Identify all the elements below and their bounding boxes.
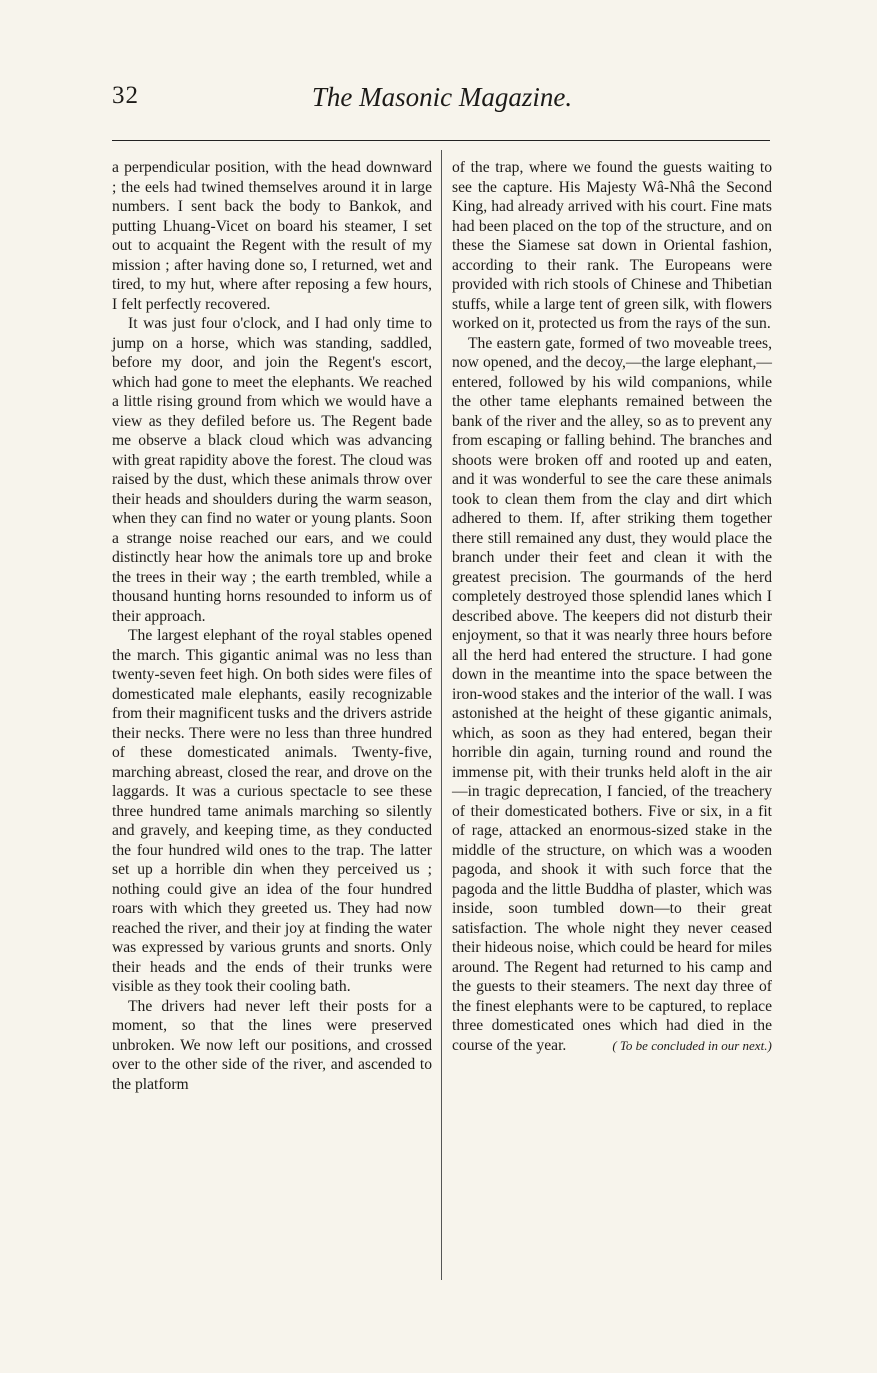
paragraph: a perpendicular position, with the head downward ; the eels had twined themselves around it in large numbers. I sent back the body to Bankok, and putting Lhuang-Vicet on board his steamer, I set out to acquaint the Regent with the result of my mission ; after having done so, I returned, wet and tired, to my hut, where after reposing a few hours, I felt perfectly recovered. (112, 159, 432, 313)
column-divider (441, 150, 442, 1280)
page-number: 32 (112, 82, 139, 109)
continuation-note: ( To be concluded in our next.) (612, 1037, 772, 1053)
running-title: The Masonic Magazine. (311, 82, 573, 112)
paragraph: It was just four o'clock, and I had only time to jump on a horse, which was standing, saddled, before my door, and join the Regent's escort, which had gone to meet the elephants. We reached a little rising ground from which we would have a view as they defiled before us. The Regent bade me observe a black cloud which was advancing with great rapidity above the forest. The cloud was raised by the dust, which these animals throw over their heads and shoulders during the warm season, when they can find no water or young plants. Soon a strange noise reached our ears, and we could distinctly hear how the animals tore up and broke the trees in their way ; the earth trembled, while a thousand hunting horns resounded to inform us of their approach. (112, 315, 432, 625)
paragraph: of the trap, where we found the guests waiting to see the capture. His Majesty Wâ-Nhâ the Second King, had already arrived with his court. Fine mats had been placed on the top of the structure, and on these the Siamese sat down in Oriental fashion, according to their rank. The Europeans were provided with rich stools of Chinese and Thibetian stuffs, while a large tent of green silk, with flowers worked on it, protected us from the rays of the sun. (452, 159, 772, 332)
paragraph: The largest elephant of the royal stables opened the march. This gigantic animal was no less than twenty-seven feet high. On both sides were files of domesticated male elephants, easily recognizable from their magnificent tusks and the drivers astride their necks. There were no less than three hundred of these domesticated animals. Twenty-five, marching abreast, closed the rear, and drove on the laggards. It was a curious spectacle to see these three hundred tame animals marching so silently and gravely, and keeping time, as they conducted the four hundred wild ones to the trap. The latter set up a horrible din when they perceived us ; nothing could give an idea of the four hundred roars with which they greeted us. They had now reached the river, and their joy at finding the water was expressed by various grunts and snorts. Only their heads and the ends of their trunks were visible as they took their cooling bath. (112, 627, 432, 995)
paragraph-with-note (452, 334, 772, 1056)
paragraph-text: The eastern gate, formed of two moveable trees, now opened, and the decoy,—the large elephant,—entered, followed by his wild companions, while the other tame elephants remained between the bank of the river and the alley, so as to prevent any from escaping or falling behind. The branches and shoots were broken off and rooted up and eaten, and it was wonderful to see the care these animals took to clean them from the clay and dirt which adhered to them. If, after striking them together there still remained any dust, they would place the branch under their feet and clean it with the greatest precision. The gourmands of the herd completely destroyed those splendid lanes which I described above. The keepers did not disturb their enjoyment, so that it was nearly three hours before all the herd had entered the structure. I had gone down in the meantime into the space between the iron-wood stakes and the interior of the wall. I was astonished at the height of these gigantic animals, which, as soon as they had entered, began their horrible din again, turning round and round the immense pit, with their trunks held aloft in the air—in tragic deprecation, I fancied, of the treachery of their domesticated bothers. Five or six, in a fit of rage, attacked an enormous-sized stake in the middle of the structure, on which was a wooden pagoda, and shook it with such force that the pagoda and the little Buddha of plaster, which was inside, soon tumbled down—to their great satisfaction. The whole night they never ceased their hideous noise, which could be heard for miles around. The Regent had returned to his camp and the guests to their steamers. The next day three of the finest elephants were to be captured, to replace three domesticated ones which had died in the course of the year. (452, 334, 772, 1054)
header-rule (112, 140, 770, 141)
paragraph: The drivers had never left their posts for a moment, so that the lines were preserved unbroken. We now left our positions, and crossed over to the other side of the river, and ascended to the platform (112, 997, 432, 1093)
page-header (112, 82, 772, 122)
right-column (452, 158, 772, 1055)
left-column (112, 158, 432, 1094)
